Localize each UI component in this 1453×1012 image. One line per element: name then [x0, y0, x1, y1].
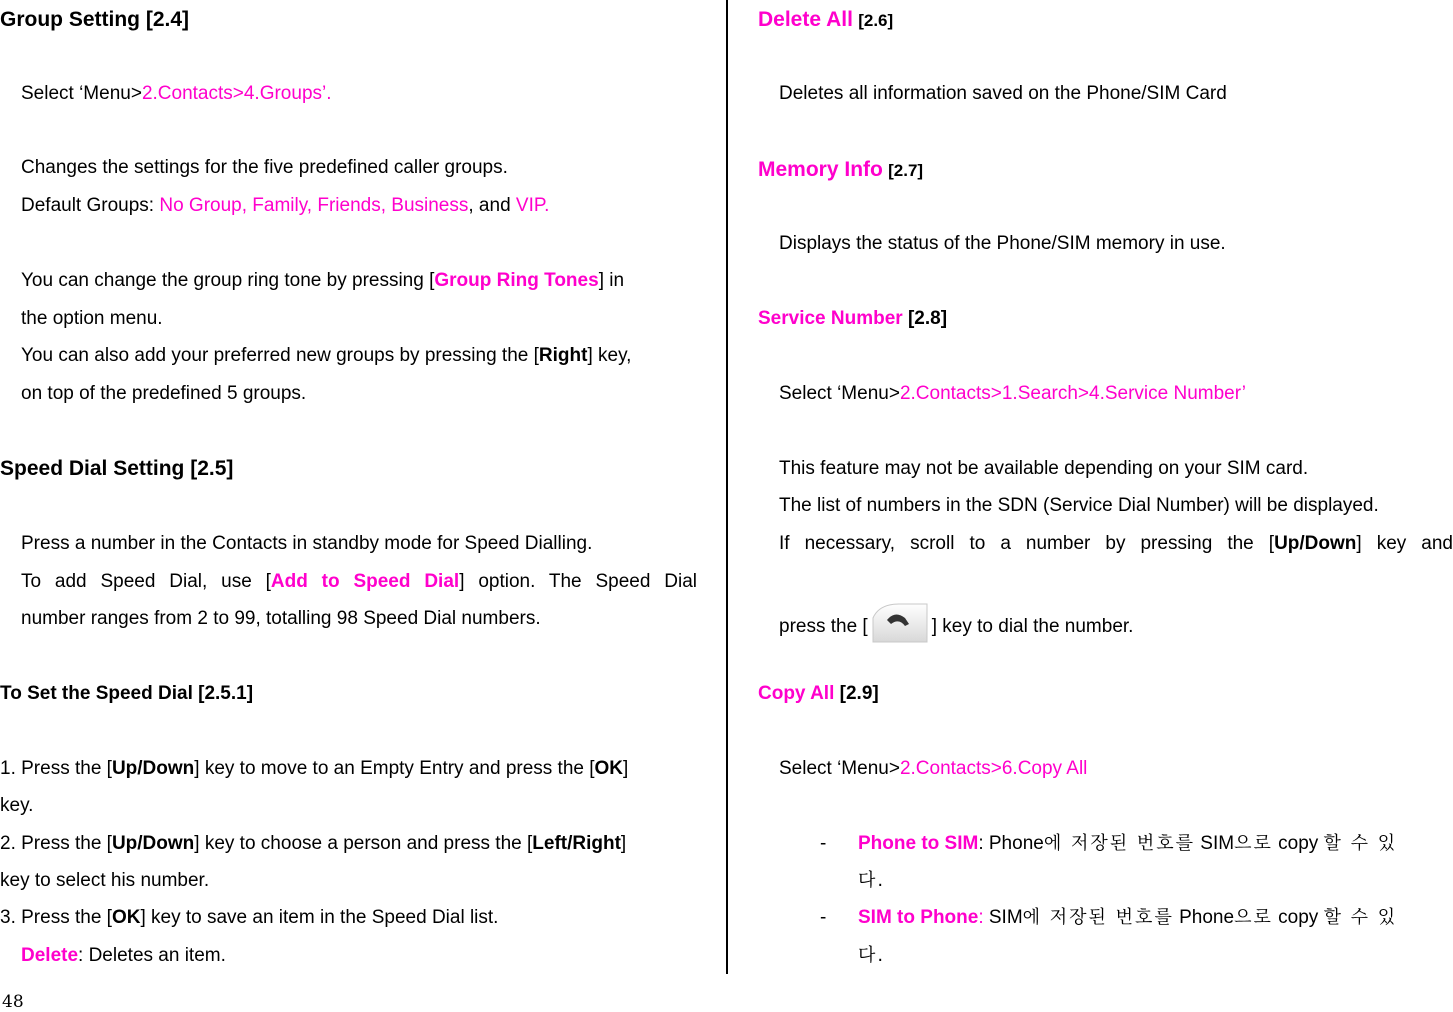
- step-1-cont: key.: [0, 795, 34, 816]
- copy-all-title: Copy All: [758, 683, 835, 704]
- service-number-title: Service Number: [758, 308, 903, 329]
- service-line-3: If necessary, scroll to a number by pressing the [Up/Down] key and: [779, 533, 1453, 554]
- step-1: 1. Press the [Up/Down] key to move to an Empty Entry and press the [OK]: [0, 758, 629, 779]
- phone-to-sim-cont: 다.: [858, 870, 886, 891]
- service-number-select: Select ‘Menu>2.Contacts>1.Search>4.Service Number’: [779, 383, 1246, 404]
- delete-all-heading: Delete All [2.6]: [758, 8, 894, 31]
- delete-all-title: Delete All: [758, 8, 853, 31]
- delete-item-line: Delete: Deletes an item.: [21, 945, 226, 966]
- memory-info-title: Memory Info: [758, 158, 883, 181]
- list-dash-2: -: [820, 907, 827, 928]
- group-setting-title: Group Setting [2.4]: [0, 8, 189, 31]
- service-line-2: The list of numbers in the SDN (Service Dial Number) will be displayed.: [779, 495, 1379, 516]
- service-line-4: press the [ ] key to dial the number.: [779, 598, 1133, 646]
- service-number-heading: Service Number [2.8]: [758, 308, 948, 329]
- call-key-icon: [869, 598, 931, 646]
- group-setting-select: Select ‘Menu>2.Contacts>4.Groups’.: [21, 83, 332, 104]
- default-groups-line: Default Groups: No Group, Family, Friends, Business, and VIP.: [21, 195, 550, 216]
- group-setting-changes: Changes the settings for the five predefined caller groups.: [21, 157, 508, 178]
- add-groups-line-2: on top of the predefined 5 groups.: [21, 383, 307, 404]
- service-line-1: This feature may not be available depending on your SIM card.: [779, 458, 1309, 479]
- speed-dial-press: Press a number in the Contacts in standby mode for Speed Dialling.: [21, 533, 593, 554]
- menu-path: 2.Contacts>4.Groups’.: [141, 83, 332, 104]
- ring-tone-line: You can change the group ring tone by pressing [Group Ring Tones] in: [21, 270, 625, 291]
- speed-dial-title: Speed Dial Setting [2.5]: [0, 457, 234, 480]
- copy-all-heading: Copy All [2.9]: [758, 683, 879, 704]
- right-key: Right: [538, 345, 588, 366]
- phone-to-sim-item: Phone to SIM: Phone에 저장된 번호를 SIM으로 copy 할 수 있: [858, 833, 1398, 854]
- delete-key: Delete: [21, 945, 79, 966]
- add-groups-line: You can also add your preferred new groups by pressing the [Right] key,: [21, 345, 632, 366]
- to-set-title: To Set the Speed Dial [2.5.1]: [0, 683, 254, 704]
- menu-path: 2.Contacts>6.Copy All: [899, 758, 1088, 779]
- step-3: 3. Press the [OK] key to save an item in the Speed Dial list.: [0, 907, 499, 928]
- menu-path: 2.Contacts>1.Search>4.Service Number’: [899, 383, 1246, 404]
- sim-to-phone-key: SIM to Phone: [858, 907, 979, 928]
- column-divider: [726, 0, 728, 974]
- step-2-cont: key to select his number.: [0, 870, 210, 891]
- sim-to-phone-item: SIM to Phone: SIM에 저장된 번호를 Phone으로 copy 할 수 있: [858, 907, 1398, 928]
- memory-info-heading: Memory Info [2.7]: [758, 158, 924, 181]
- ring-tone-line-2: the option menu.: [21, 308, 163, 329]
- list-dash-1: -: [820, 833, 827, 854]
- add-speed-dial-line: To add Speed Dial, use [Add to Speed Dial] option. The Speed Dial: [21, 571, 697, 592]
- step-2: 2. Press the [Up/Down] key to choose a person and press the [Left/Right]: [0, 833, 627, 854]
- copy-all-select: Select ‘Menu>2.Contacts>6.Copy All: [779, 758, 1088, 779]
- group-ring-tones-key: Group Ring Tones: [434, 270, 599, 291]
- memory-info-desc: Displays the status of the Phone/SIM memory in use.: [779, 233, 1226, 254]
- sim-to-phone-cont: 다.: [858, 945, 886, 966]
- phone-to-sim-key: Phone to SIM: [858, 833, 979, 854]
- speed-dial-range: number ranges from 2 to 99, totalling 98 Speed Dial numbers.: [21, 608, 541, 629]
- page-number: 48: [2, 992, 24, 1012]
- delete-all-desc: Deletes all information saved on the Phone/SIM Card: [779, 83, 1227, 104]
- add-to-speed-dial-key: Add to Speed Dial: [270, 571, 460, 592]
